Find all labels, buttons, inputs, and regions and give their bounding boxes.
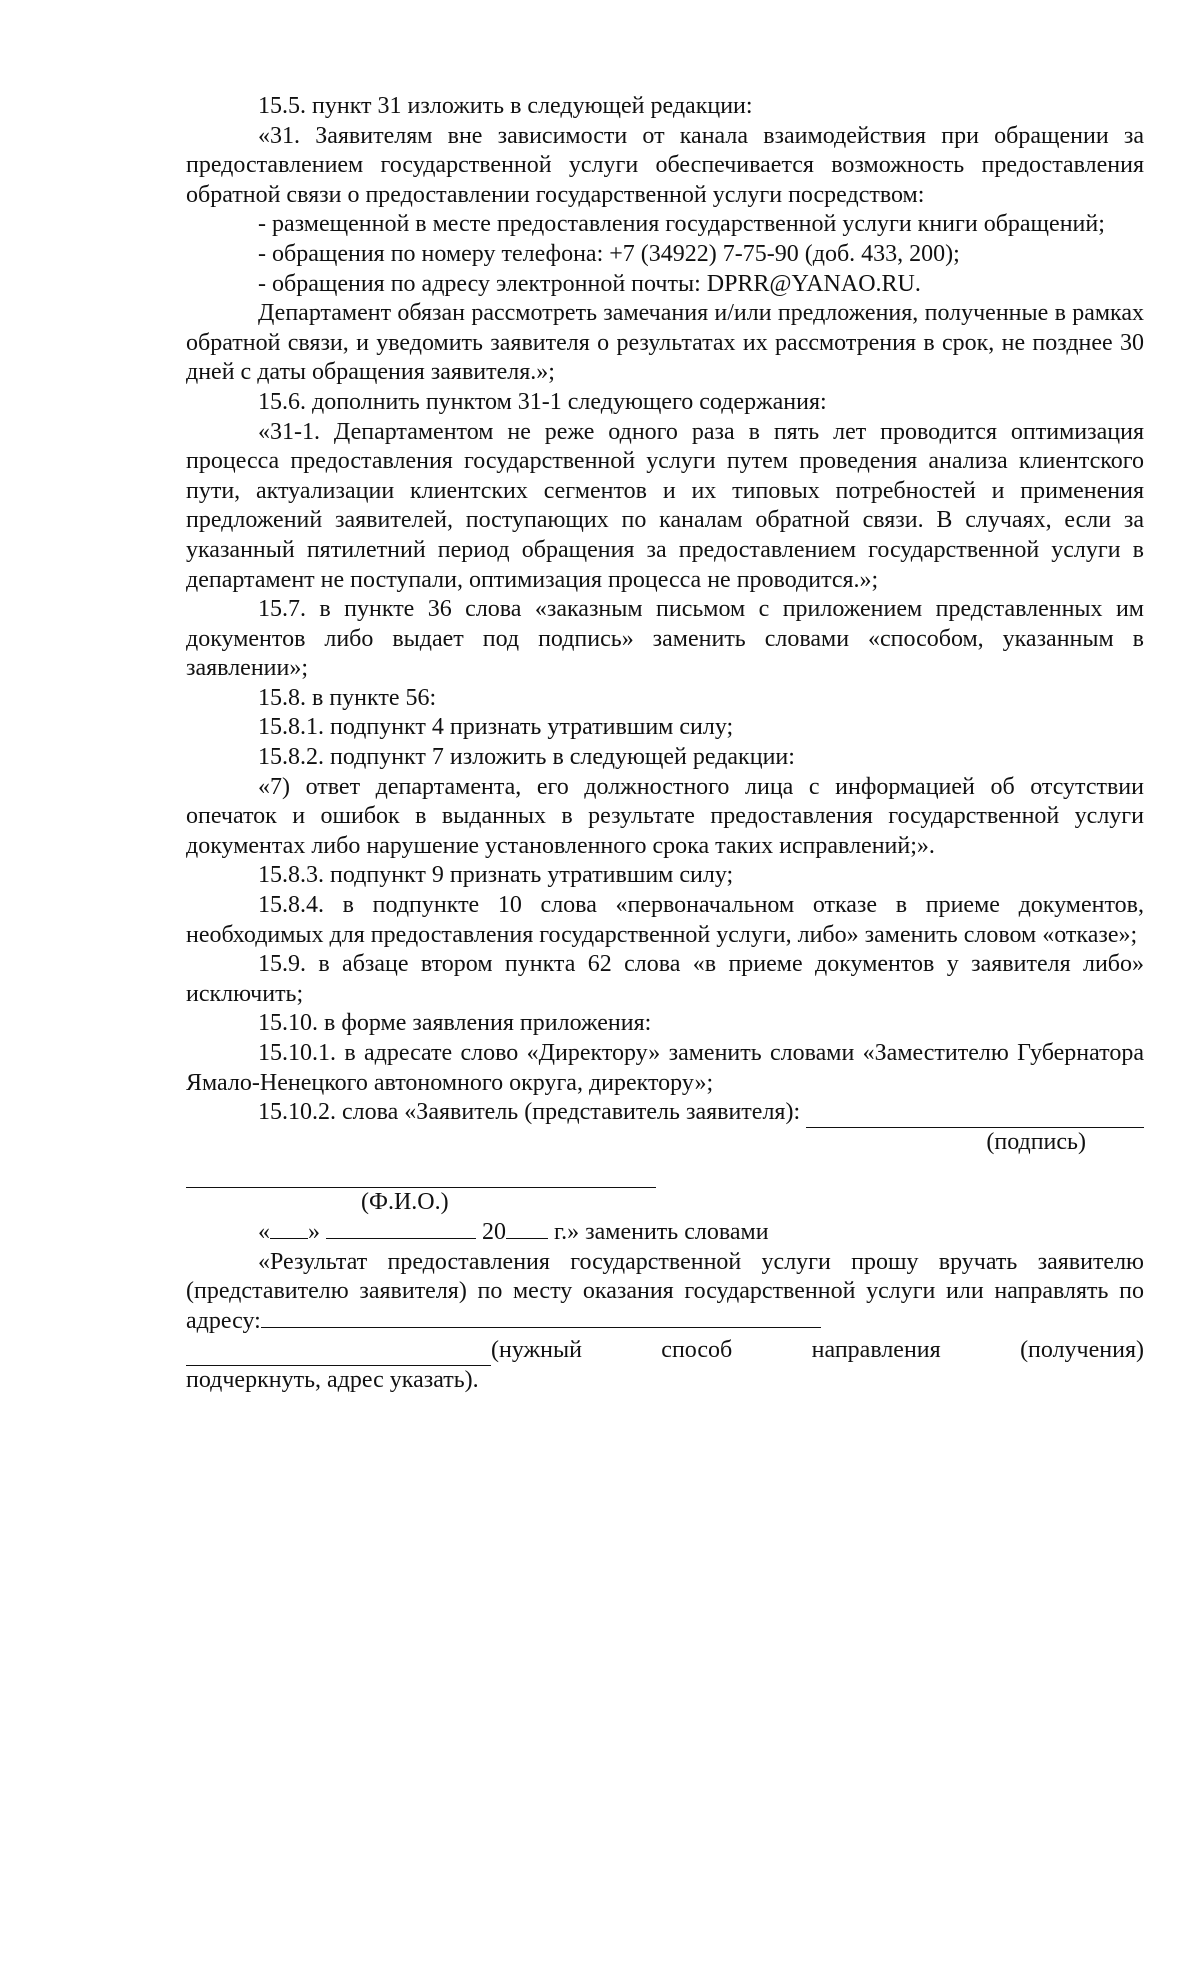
choice-word-4: (получения) — [1020, 1337, 1144, 1364]
podpis-label: (подпись) — [986, 1128, 1086, 1155]
paragraph-15-8: 15.8. в пункте 56: — [258, 684, 437, 711]
date-tail-text: г.» заменить словами — [548, 1218, 769, 1245]
date-quote-close: » — [308, 1218, 320, 1245]
paragraph-15-10-1: 15.10.1. в адресате слово «Директору» заменить словами «Заместителю Губернатора Ямало-Ненецкого автономного округа, директору»; — [186, 1040, 1144, 1096]
paragraph-15-8-3: 15.8.3. подпункт 9 признать утратившим силу; — [258, 862, 734, 889]
date-quote-open: « — [258, 1218, 270, 1245]
year-prefix: 20 — [482, 1218, 506, 1245]
paragraph-result-delivery — [186, 1248, 1144, 1337]
paragraph-feedback-phone: - обращения по номеру телефона: +7 (34922) 7-75-90 (доб. 433, 200); — [258, 240, 960, 267]
paragraph-final: подчеркнуть, адрес указать). — [186, 1366, 479, 1393]
paragraph-15-9: 15.9. в абзаце втором пункта 62 слова «в приеме документов у заявителя либо» исключить; — [186, 951, 1144, 1007]
paragraph-15-5: 15.5. пункт 31 изложить в следующей редакции: — [258, 93, 753, 119]
paragraph-31-text: «31. Заявителям вне зависимости от канала взаимодействия при обращении за предоставлением государственной услуги обеспечивается возможность предоставления обратной связи о предоставлении государственной услуги посредством: — [186, 122, 1144, 208]
paragraph-department-obligation: Департамент обязан рассмотреть замечания и/или предложения, полученные в рамках обратной связи, и уведомить заявителя о результатах их рассмотрения в срок, не позднее 30 дней с даты обращения заявителя.»; — [186, 300, 1144, 386]
address-blank — [261, 1307, 821, 1328]
paragraph-15-8-1: 15.8.1. подпункт 4 признать утратившим силу; — [258, 714, 734, 741]
document-page — [186, 92, 1144, 1396]
year-blank — [506, 1218, 548, 1239]
paragraph-31-1-text: «31-1. Департаментом не реже одного раза в пять лет проводится оптимизация процесса предоставления государственной услуги путем проведения анализа клиентского пути, актуализации клиентских сегментов и их типовых потребностей и применения предложений заявителей, поступающих по каналам обратной связи. В случаях, если за указанный пятилетний период обращения за предоставлением государственной услуги в департамент не поступали, оптимизация процесса не проводится.»; — [186, 418, 1144, 593]
date-line — [186, 1218, 1144, 1248]
choice-word-2: способ — [661, 1337, 733, 1364]
paragraph-15-10-2-text: 15.10.2. слова «Заявитель (представитель заявителя): — [258, 1099, 807, 1126]
paragraph-15-8-2: 15.8.2. подпункт 7 изложить в следующей редакции: — [258, 744, 795, 771]
paragraph-feedback-book: - размещенной в месте предоставления государственной услуги книги обращений; — [258, 211, 1105, 238]
choice-word-3: направления — [811, 1337, 941, 1364]
fio-blank-line — [186, 1165, 656, 1188]
fio-label: (Ф.И.О.) — [361, 1189, 449, 1216]
choice-blank — [186, 1345, 491, 1366]
signature-label — [186, 1128, 1144, 1158]
signature-blank-line — [806, 1107, 1144, 1128]
choice-word-1: (нужный — [491, 1337, 582, 1364]
delivery-choice-line — [186, 1336, 1144, 1366]
day-blank — [270, 1218, 308, 1239]
paragraph-15-6: 15.6. дополнить пунктом 31-1 следующего содержания: — [258, 388, 827, 415]
paragraph-feedback-email: - обращения по адресу электронной почты: DPRR@YANAO.RU. — [258, 270, 921, 297]
paragraph-subpoint-7-text: «7) ответ департамента, его должностного лица с информацией об отсутствии опечаток и ошибок в выданных в результате предоставления государственной услуги документах либо нарушение установленного срока таких исправлений;». — [186, 773, 1144, 859]
paragraph-15-7: 15.7. в пункте 36 слова «заказным письмом с приложением представленных им документов либо выдает под подпись» заменить словами «способом, указанным в заявлении»; — [186, 596, 1144, 682]
paragraph-15-10-2 — [186, 1098, 1144, 1128]
month-blank — [326, 1218, 476, 1239]
paragraph-15-8-4: 15.8.4. в подпункте 10 слова «первоначальном отказе в приеме документов, необходимых для предоставления государственной услуги, либо» заменить словом «отказе»; — [186, 892, 1144, 948]
paragraph-15-10: 15.10. в форме заявления приложения: — [258, 1010, 652, 1037]
result-delivery-text: «Результат предоставления государственной услуги прошу вручать заявителю (представителю заявителя) по месту оказания государственной услуги или направлять по адресу: — [186, 1248, 1144, 1334]
